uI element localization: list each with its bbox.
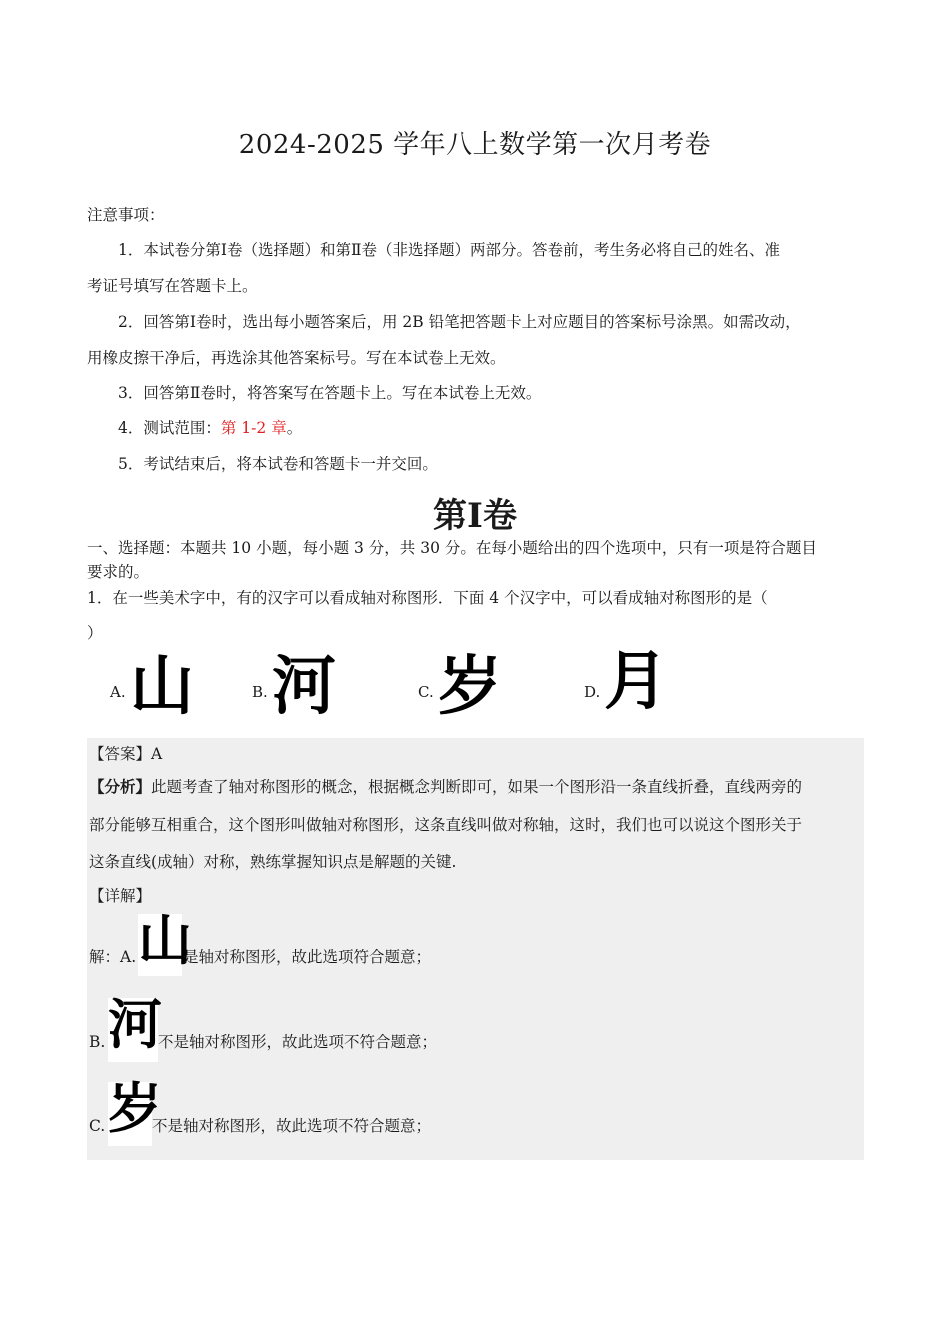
detail-a-text: 是轴对称图形，故此选项符合题意； (183, 948, 432, 966)
detail-a-char: 山 (138, 914, 182, 976)
detail-a-prefix: 解：A. (89, 948, 137, 966)
notice-item-2-line-2: 用橡皮擦干净后，再选涂其他答案标号。写在本试卷上无效。 (87, 349, 506, 367)
option-c-char: 岁 (438, 650, 502, 724)
notice-item-1-line-2: 考证号填写在答题卡上。 (87, 277, 258, 295)
analysis-line-3: 这条直线(成轴）对称，熟练掌握知识点是解题的关键. (89, 853, 457, 871)
question-1-stem-line-1: 1．在一些美术字中，有的汉字可以看成轴对称图形．下面 4 个汉字中，可以看成轴对称图形的是（ (87, 589, 768, 607)
notice-item-1-line-1: 1．本试卷分第Ⅰ卷（选择题）和第Ⅱ卷（非选择题）两部分。答卷前，考生务必将自己的姓名、准 (118, 241, 781, 259)
detail-c-char: 岁 (108, 1082, 152, 1146)
question-1-stem-line-2: ） (87, 624, 103, 642)
analysis-line-2: 部分能够互相重合，这个图形叫做轴对称图形，这条直线叫做对称轴，这时，我们也可以说这个图形关于 (89, 816, 803, 834)
test-range: 第 1-2 章 (220, 419, 287, 437)
part1-instructions-line-1: 一、选择题：本题共 10 小题，每小题 3 分，共 30 分。在每小题给出的四个选项中，只有一项是符合题目 (87, 539, 817, 557)
notice-item-4-prefix: 4．测试范围： (118, 419, 221, 437)
part1-instructions-line-2: 要求的。 (87, 563, 150, 581)
detail-c-text: 不是轴对称图形，故此选项不符合题意； (152, 1117, 432, 1135)
option-a-char: 山 (130, 650, 194, 724)
option-b-char: 河 (272, 650, 336, 724)
notice-item-2-line-1: 2．回答第Ⅰ卷时，选出每小题答案后，用 2B 铅笔把答题卡上对应题目的答案标号涂黑。如需改动， (118, 313, 801, 331)
notice-item-5: 5．考试结束后，将本试卷和答题卡一并交回。 (118, 455, 438, 473)
analysis-tag: 【分析】 (89, 777, 152, 796)
option-b-label: B. (252, 683, 268, 701)
detail-tag: 【详解】 (89, 887, 152, 905)
detail-c-prefix: C. (89, 1117, 106, 1135)
analysis-line-1 (89, 777, 802, 797)
notice-item-4-suffix: 。 (286, 419, 303, 437)
option-a-label: A. (110, 683, 126, 701)
option-c-label: C. (418, 683, 434, 701)
answer-line: 【答案】A (89, 745, 163, 763)
option-d-char: 月 (604, 645, 668, 719)
analysis-text-1: 此题考查了轴对称图形的概念，根据概念判断即可，如果一个图形沿一条直线折叠，直线两旁的 (151, 778, 803, 796)
notice-item-3: 3．回答第Ⅱ卷时，将答案写在答题卡上。写在本试卷上无效。 (118, 384, 542, 402)
notice-item-4 (118, 418, 302, 438)
page-title: 2024-2025 学年八上数学第一次月考卷 (238, 130, 712, 160)
section-title: 第Ⅰ卷 (433, 496, 517, 536)
notice-heading: 注意事项： (87, 206, 165, 224)
option-d-label: D. (584, 683, 601, 701)
detail-b-char: 河 (108, 998, 158, 1062)
detail-b-text: 不是轴对称图形，故此选项不符合题意； (158, 1033, 438, 1051)
detail-b-prefix: B. (89, 1033, 106, 1051)
